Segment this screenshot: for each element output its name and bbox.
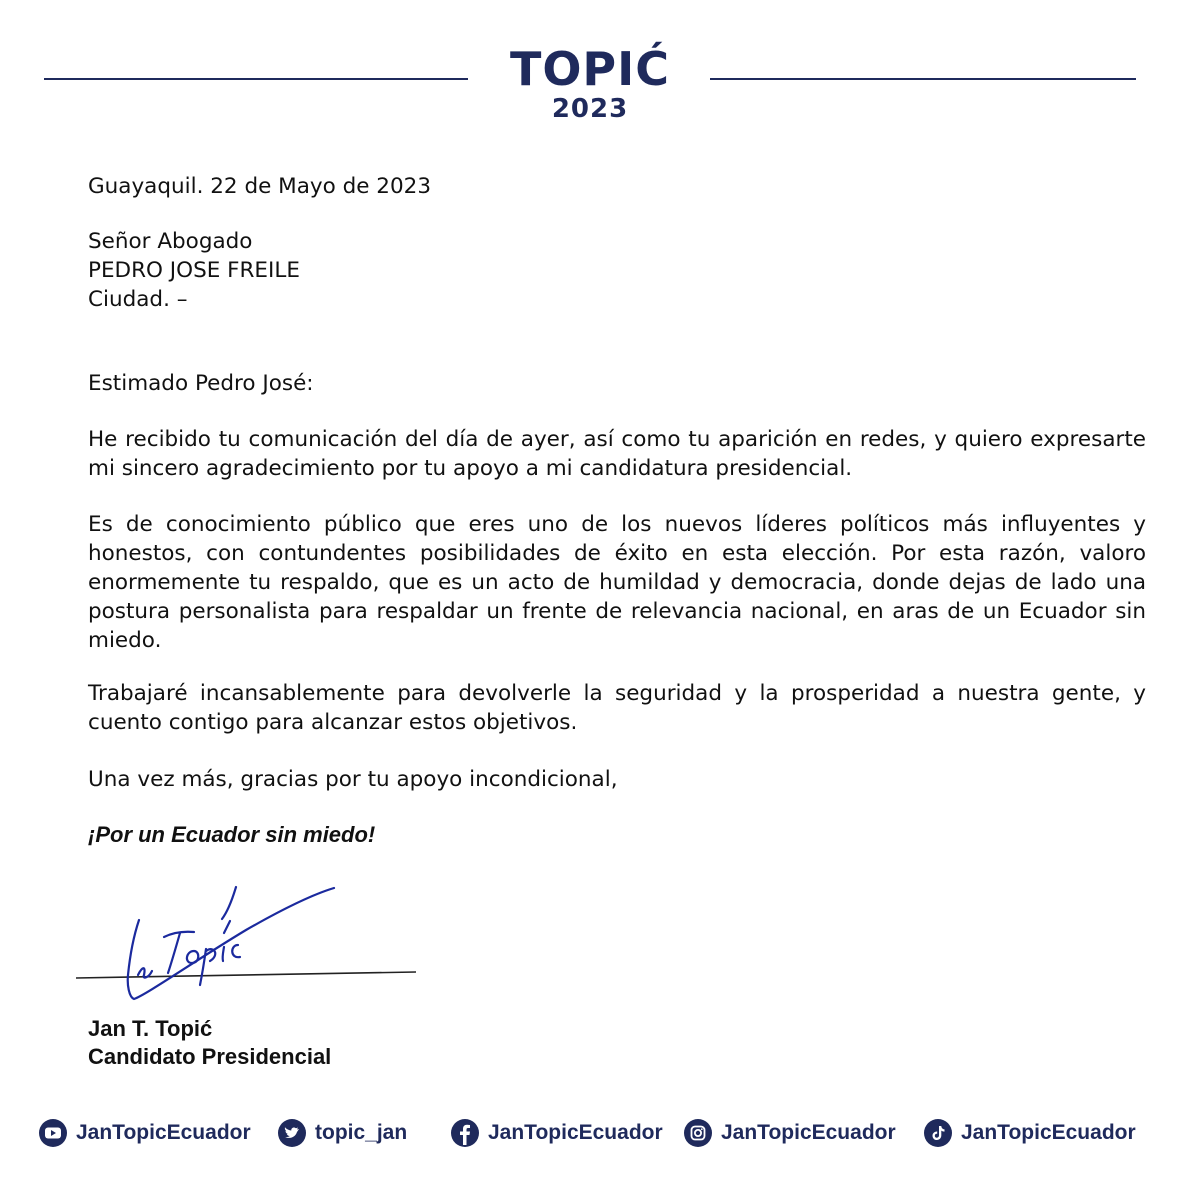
social-handle: JanTopicEcuador	[721, 1121, 896, 1144]
social-link-instagram[interactable]	[683, 1116, 896, 1150]
header-rule-left	[44, 78, 468, 80]
handwritten-signature	[76, 875, 421, 1005]
letter-paragraph: Trabajaré incansablemente para devolverle la seguridad y la prosperidad a nuestra gente, y cuento contigo para alcanzar estos objetivos.	[88, 681, 1146, 735]
facebook-icon	[450, 1118, 480, 1148]
social-link-tiktok[interactable]	[923, 1116, 1136, 1150]
recipient-title: Señor Abogado	[88, 229, 253, 254]
campaign-logo	[470, 44, 710, 124]
logo-year: 2023	[551, 94, 629, 124]
letter-paragraph: Es de conocimiento público que eres uno de los nuevos líderes políticos más influyentes y honestos, con contundentes posibilidades de éxito en esta elección. Por esta razón, valoro enormemente tu respaldo, que es un acto de humildad y democracia, donde dejas de lado una postura personalista para respaldar un frente de relevancia nacional, en aras de un Ecuador sin miedo.	[88, 512, 1146, 653]
letter-closing: Una vez más, gracias por tu apoyo incondicional,	[88, 767, 618, 792]
letter-paragraph: He recibido tu comunicación del día de ayer, así como tu aparición en redes, y quiero expresarte mi sincero agradecimiento por tu apoyo a mi candidatura presidencial.	[88, 427, 1146, 481]
recipient-name: PEDRO JOSE FREILE	[88, 258, 300, 283]
recipient-block	[88, 227, 1146, 314]
social-handle: JanTopicEcuador	[961, 1121, 1136, 1144]
social-links	[0, 1116, 1200, 1150]
social-link-facebook[interactable]	[450, 1116, 663, 1150]
header-rule-right	[710, 78, 1136, 80]
youtube-icon	[38, 1118, 68, 1148]
letter-motto: ¡Por un Ecuador sin miedo!	[88, 822, 376, 847]
instagram-icon	[683, 1118, 713, 1148]
logo-brand: TOPIĆ	[509, 42, 671, 96]
salutation: Estimado Pedro José:	[88, 371, 314, 396]
social-handle: topic_jan	[315, 1121, 408, 1144]
tiktok-icon	[923, 1118, 953, 1148]
signer-block	[88, 1015, 331, 1071]
letter-date: Guayaquil. 22 de Mayo de 2023	[88, 174, 432, 199]
social-handle: JanTopicEcuador	[488, 1121, 663, 1144]
social-link-twitter[interactable]	[277, 1116, 407, 1150]
signer-role: Candidato Presidencial	[88, 1044, 332, 1069]
recipient-city: Ciudad. –	[88, 287, 188, 312]
social-handle: JanTopicEcuador	[76, 1121, 251, 1144]
signer-name: Jan T. Topić	[88, 1016, 213, 1041]
twitter-icon	[277, 1118, 307, 1148]
social-link-youtube[interactable]	[38, 1116, 251, 1150]
